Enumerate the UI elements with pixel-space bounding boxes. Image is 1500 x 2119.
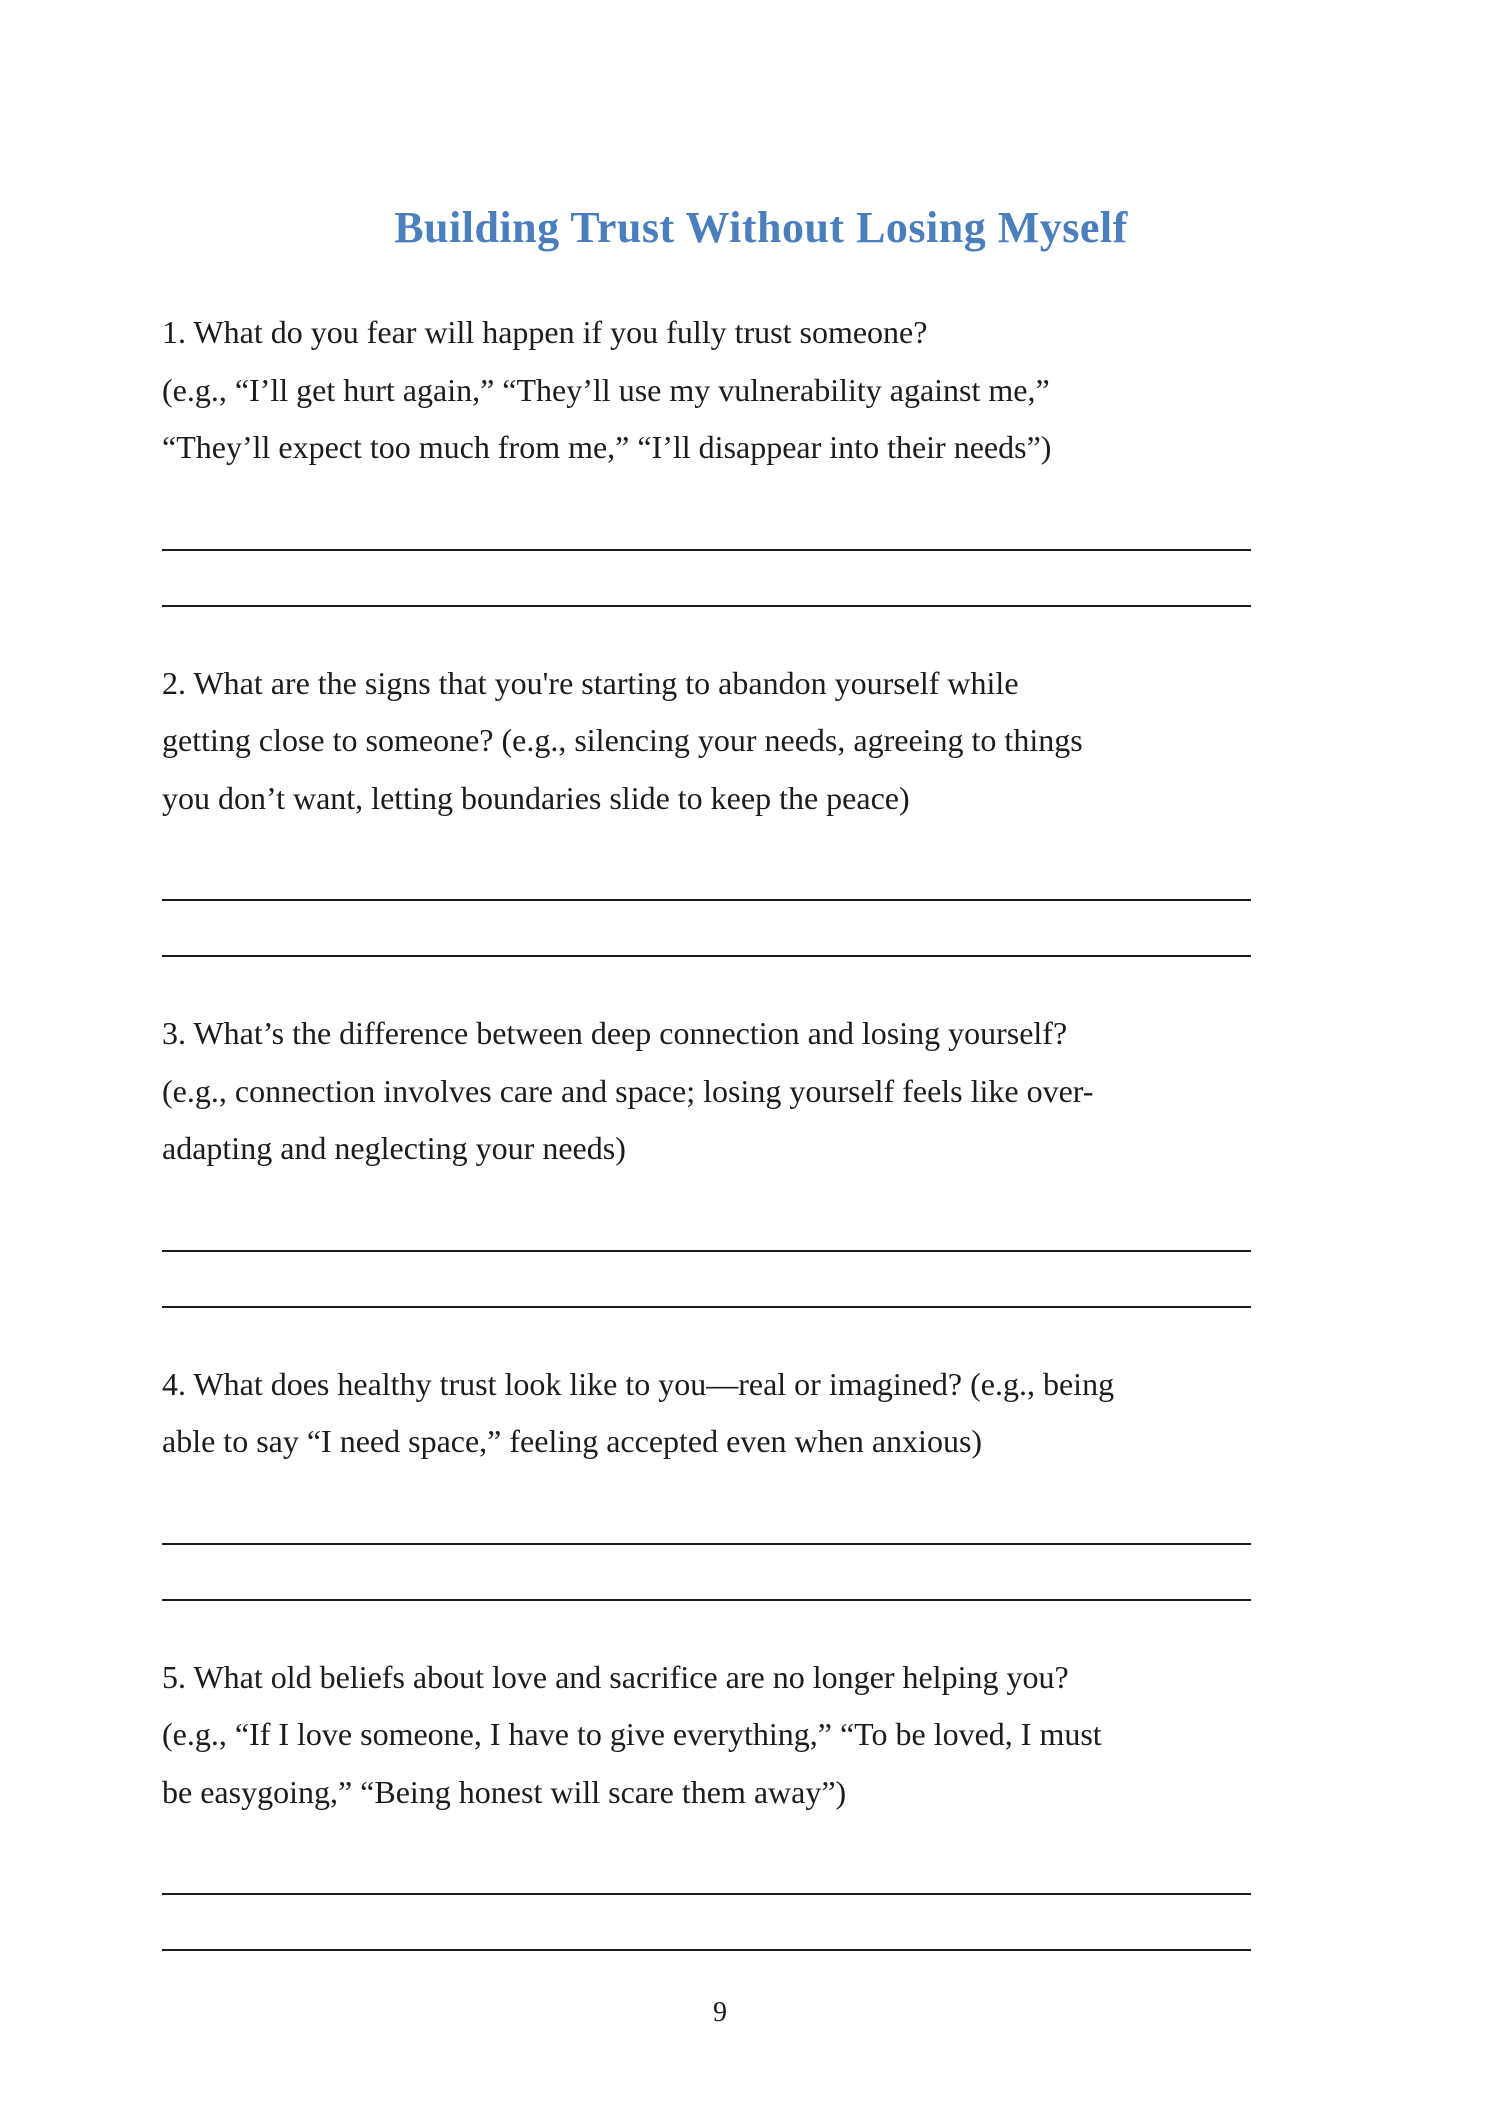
question-2-line-2: getting close to someone? (e.g., silencing your needs, agreeing to things	[162, 722, 1083, 758]
answer-rule	[162, 605, 1251, 607]
page-number: 9	[713, 1997, 727, 2028]
answer-rule	[162, 955, 1251, 957]
question-1	[162, 304, 1360, 477]
answer-rule	[162, 1599, 1251, 1601]
answer-rule	[162, 1893, 1251, 1895]
question-3-line-3: adapting and neglecting your needs)	[162, 1130, 626, 1166]
question-5-line-1: 5. What old beliefs about love and sacrifice are no longer helping you?	[162, 1658, 1069, 1695]
question-5-line-3: be easygoing,” “Being honest will scare them away”)	[162, 1773, 847, 1810]
page-title: Building Trust Without Losing Myself	[394, 203, 1128, 252]
question-2-line-3: you don’t want, letting boundaries slide to keep the peace)	[162, 779, 910, 816]
question-3-line-2: (e.g., connection involves care and space; losing yourself feels like over-	[162, 1072, 1094, 1109]
answer-rule	[162, 549, 1251, 551]
answer-rule	[162, 1250, 1251, 1252]
question-1-line-2: (e.g., “I’ll get hurt again,” “They’ll use my vulnerability against me,”	[162, 371, 1050, 408]
question-4	[162, 1356, 1360, 1471]
answer-rule	[162, 899, 1251, 901]
question-5-line-2: (e.g., “If I love someone, I have to give everything,” “To be loved, I must	[162, 1716, 1102, 1752]
question-4-line-1: 4. What does healthy trust look like to you—real or imagined? (e.g., being	[162, 1365, 1115, 1402]
answer-rule	[162, 1306, 1251, 1308]
question-3-line-1: 3. What’s the difference between deep connection and losing yourself?	[162, 1015, 1068, 1051]
page-content	[162, 0, 1360, 1951]
answer-rule	[162, 1543, 1251, 1545]
question-3	[162, 1005, 1360, 1178]
question-2-line-1: 2. What are the signs that you're starting to abandon yourself while	[162, 664, 1019, 701]
answer-rule	[162, 1949, 1251, 1951]
question-5	[162, 1649, 1360, 1822]
question-1-line-3: “They’ll expect too much from me,” “I’ll disappear into their needs”)	[162, 429, 1052, 465]
question-2	[162, 655, 1360, 828]
question-1-line-1: 1. What do you fear will happen if you fully trust someone?	[162, 314, 928, 350]
question-4-line-2: able to say “I need space,” feeling accepted even when anxious)	[162, 1423, 983, 1459]
